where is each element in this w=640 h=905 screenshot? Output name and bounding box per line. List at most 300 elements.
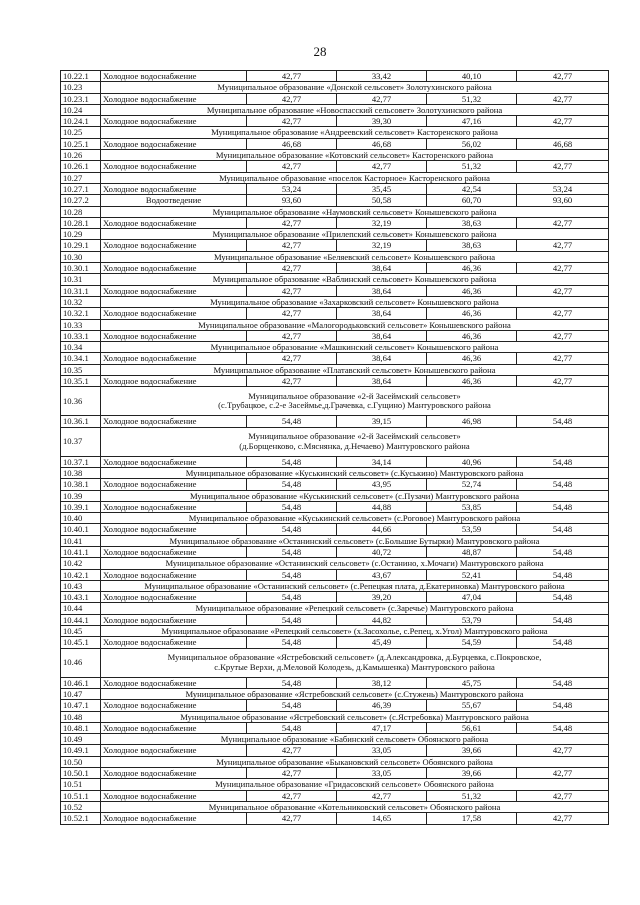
row-number: 10.27 bbox=[61, 172, 101, 183]
tariff-value: 44,66 bbox=[337, 524, 427, 535]
municipality-title bbox=[101, 82, 609, 93]
tariff-value: 54,48 bbox=[517, 501, 609, 512]
tariff-value: 45,49 bbox=[337, 637, 427, 648]
tariff-value: 39,15 bbox=[337, 416, 427, 427]
tariff-row bbox=[61, 813, 609, 824]
tariff-value: 50,58 bbox=[337, 195, 427, 206]
row-number: 10.23 bbox=[61, 82, 101, 93]
row-number: 10.50 bbox=[61, 756, 101, 767]
service-name: Холодное водоснабжение bbox=[101, 138, 247, 149]
municipality-title-line: Муниципальное образование «Малогородьковский сельсовет» Конышевского района bbox=[198, 319, 511, 330]
municipality-title bbox=[101, 342, 609, 353]
tariff-value: 38,63 bbox=[427, 217, 517, 228]
tariff-value: 54,48 bbox=[247, 501, 337, 512]
row-number: 10.38.1 bbox=[61, 479, 101, 490]
municipality-title-line: Муниципальное образование «Наумовский сельсовет» Конышевского района bbox=[212, 206, 497, 217]
municipality-row bbox=[61, 342, 609, 353]
tariff-value: 34,14 bbox=[337, 456, 427, 467]
municipality-title bbox=[101, 206, 609, 217]
municipality-row bbox=[61, 387, 609, 416]
municipality-title-line: Муниципальное образование «Котельниковский сельсовет» Обоянского района bbox=[208, 801, 501, 812]
tariff-row bbox=[61, 524, 609, 535]
municipality-row bbox=[61, 127, 609, 138]
tariff-row bbox=[61, 637, 609, 648]
row-number: 10.36.1 bbox=[61, 416, 101, 427]
row-number: 10.42.1 bbox=[61, 569, 101, 580]
municipality-title-line: с.Крутые Верхи, д.Меловой Колодезь, д.Камышенка) Мантуровского района bbox=[214, 661, 495, 672]
service-name: Холодное водоснабжение bbox=[101, 479, 247, 490]
municipality-title bbox=[101, 580, 609, 591]
municipality-title bbox=[101, 801, 609, 812]
tariff-value: 54,59 bbox=[427, 637, 517, 648]
tariff-value: 38,64 bbox=[337, 285, 427, 296]
row-number: 10.34.1 bbox=[61, 353, 101, 364]
row-number: 10.40 bbox=[61, 513, 101, 524]
tariff-value: 42,77 bbox=[247, 790, 337, 801]
municipality-row bbox=[61, 558, 609, 569]
service-name: Холодное водоснабжение bbox=[101, 308, 247, 319]
tariff-value: 54,48 bbox=[517, 479, 609, 490]
tariff-value: 54,48 bbox=[517, 592, 609, 603]
tariff-value: 42,77 bbox=[517, 285, 609, 296]
municipality-title bbox=[101, 251, 609, 262]
municipality-title-line: Муниципальное образование «Репецкий сельсовет» (х.Засохолье, с.Репец, х.Угол) Мантуровского района bbox=[161, 626, 548, 637]
tariff-value: 42,77 bbox=[247, 240, 337, 251]
row-number: 10.51 bbox=[61, 779, 101, 790]
tariff-value: 39,20 bbox=[337, 592, 427, 603]
tariff-row bbox=[61, 479, 609, 490]
municipality-title-line: (с.Трубацкое, с.2-е Засеймье,д.Грачевка, с.Гущино) Мантуровского района bbox=[218, 400, 491, 411]
municipality-title bbox=[101, 150, 609, 161]
tariff-row bbox=[61, 263, 609, 274]
municipality-title-line: Муниципальное образование «Захарковский сельсовет» Конышевского района bbox=[210, 296, 499, 307]
row-number: 10.52 bbox=[61, 801, 101, 812]
municipality-title-line: Муниципальное образование «Ястребовский сельсовет» (д.Александровка, д.Бурцевка, с.Покровское, bbox=[167, 652, 542, 663]
service-name: Холодное водоснабжение bbox=[101, 592, 247, 603]
tariff-row bbox=[61, 353, 609, 364]
tariff-value: 42,77 bbox=[247, 116, 337, 127]
row-number: 10.46.1 bbox=[61, 677, 101, 688]
municipality-row bbox=[61, 648, 609, 677]
tariff-value: 54,48 bbox=[247, 614, 337, 625]
tariff-row bbox=[61, 700, 609, 711]
row-number: 10.49 bbox=[61, 734, 101, 745]
service-name: Холодное водоснабжение bbox=[101, 546, 247, 557]
tariff-row bbox=[61, 546, 609, 557]
row-number: 10.31.1 bbox=[61, 285, 101, 296]
service-name: Холодное водоснабжение bbox=[101, 240, 247, 251]
municipality-title bbox=[101, 626, 609, 637]
tariff-value: 54,48 bbox=[247, 677, 337, 688]
tariff-value: 39,30 bbox=[337, 116, 427, 127]
tariff-value: 42,77 bbox=[247, 263, 337, 274]
municipality-row bbox=[61, 734, 609, 745]
tariff-value: 40,10 bbox=[427, 71, 517, 82]
row-number: 10.30 bbox=[61, 251, 101, 262]
municipality-title-line: Муниципальное образование «2-й Засеймский сельсовет» bbox=[248, 390, 461, 401]
municipality-row bbox=[61, 779, 609, 790]
row-number: 10.26 bbox=[61, 150, 101, 161]
tariff-value: 42,77 bbox=[517, 308, 609, 319]
municipality-row bbox=[61, 490, 609, 501]
tariff-value: 42,77 bbox=[247, 376, 337, 387]
tariff-value: 54,48 bbox=[517, 722, 609, 733]
row-number: 10.32 bbox=[61, 296, 101, 307]
municipality-title-line: Муниципальное образование «Куськинский сельсовет» (с.Куськино) Мантуровского района bbox=[185, 467, 524, 478]
tariff-value: 53,24 bbox=[517, 183, 609, 194]
tariff-value: 46,36 bbox=[427, 376, 517, 387]
row-number: 10.29.1 bbox=[61, 240, 101, 251]
service-name: Холодное водоснабжение bbox=[101, 524, 247, 535]
tariff-value: 42,77 bbox=[517, 376, 609, 387]
tariff-row bbox=[61, 456, 609, 467]
row-number: 10.51.1 bbox=[61, 790, 101, 801]
tariff-value: 54,48 bbox=[517, 700, 609, 711]
tariff-value: 53,79 bbox=[427, 614, 517, 625]
municipality-row bbox=[61, 801, 609, 812]
municipality-title bbox=[101, 229, 609, 240]
municipality-title-line: Муниципальное образование «Ваблинский сельсовет» Конышевского района bbox=[212, 274, 497, 285]
tariff-row bbox=[61, 71, 609, 82]
row-number: 10.47.1 bbox=[61, 700, 101, 711]
tariff-value: 32,19 bbox=[337, 217, 427, 228]
tariff-value: 54,48 bbox=[247, 637, 337, 648]
municipality-title bbox=[101, 603, 609, 614]
municipality-row bbox=[61, 274, 609, 285]
municipality-title bbox=[101, 688, 609, 699]
municipality-title-line: Муниципальное образование «Беляевский сельсовет» Конышевского района bbox=[213, 251, 496, 262]
tariff-value: 54,48 bbox=[517, 637, 609, 648]
municipality-title bbox=[101, 734, 609, 745]
municipality-title bbox=[101, 387, 609, 416]
tariff-value: 35,45 bbox=[337, 183, 427, 194]
tariff-value: 39,66 bbox=[427, 745, 517, 756]
municipality-title-line: Муниципальное образование «Репецкий сельсовет» (с.Заречье) Мантуровского района bbox=[195, 603, 514, 614]
row-number: 10.52.1 bbox=[61, 813, 101, 824]
service-name: Холодное водоснабжение bbox=[101, 745, 247, 756]
municipality-title-line: Муниципальное образование «Котовский сельсовет» Касторенского района bbox=[215, 150, 494, 161]
row-number: 10.32.1 bbox=[61, 308, 101, 319]
tariff-value: 42,77 bbox=[517, 116, 609, 127]
tariff-value: 51,32 bbox=[427, 161, 517, 172]
tariff-value: 54,48 bbox=[517, 456, 609, 467]
municipality-row bbox=[61, 206, 609, 217]
service-name: Холодное водоснабжение bbox=[101, 637, 247, 648]
municipality-row bbox=[61, 580, 609, 591]
row-number: 10.30.1 bbox=[61, 263, 101, 274]
tariff-value: 47,16 bbox=[427, 116, 517, 127]
tariff-value: 42,54 bbox=[427, 183, 517, 194]
tariff-value: 42,77 bbox=[517, 263, 609, 274]
row-number: 10.27.1 bbox=[61, 183, 101, 194]
row-number: 10.31 bbox=[61, 274, 101, 285]
tariff-value: 46,68 bbox=[337, 138, 427, 149]
tariff-value: 56,02 bbox=[427, 138, 517, 149]
municipality-title bbox=[101, 427, 609, 456]
municipality-title bbox=[101, 490, 609, 501]
municipality-title-line: Муниципальное образование «Прилепский сельсовет» Конышевского района bbox=[212, 229, 497, 240]
tariff-value: 38,64 bbox=[337, 376, 427, 387]
municipality-title bbox=[101, 648, 609, 677]
municipality-row bbox=[61, 688, 609, 699]
municipality-title bbox=[101, 104, 609, 115]
tariff-value: 54,48 bbox=[517, 524, 609, 535]
row-number: 10.45.1 bbox=[61, 637, 101, 648]
tariff-value: 46,36 bbox=[427, 330, 517, 341]
tariff-value: 42,77 bbox=[517, 790, 609, 801]
tariff-value: 42,77 bbox=[247, 745, 337, 756]
row-number: 10.26.1 bbox=[61, 161, 101, 172]
service-name: Холодное водоснабжение bbox=[101, 330, 247, 341]
municipality-row bbox=[61, 427, 609, 456]
tariff-value: 42,77 bbox=[517, 71, 609, 82]
tariff-value: 42,77 bbox=[247, 768, 337, 779]
tariff-value: 40,72 bbox=[337, 546, 427, 557]
tariff-value: 42,77 bbox=[247, 161, 337, 172]
tariff-value: 52,41 bbox=[427, 569, 517, 580]
municipality-row bbox=[61, 467, 609, 478]
tariff-table bbox=[60, 70, 609, 825]
tariff-value: 51,32 bbox=[427, 790, 517, 801]
page-number: 28 bbox=[313, 44, 327, 59]
tariff-row bbox=[61, 138, 609, 149]
municipality-title bbox=[101, 513, 609, 524]
tariff-row bbox=[61, 93, 609, 104]
tariff-value: 54,48 bbox=[247, 722, 337, 733]
municipality-title-line: Муниципальное образование «Ястребовский сельсовет» (с.Стужень) Мантуровского района bbox=[185, 688, 524, 699]
municipality-title-line: Муниципальное образование «Новоспасский сельсовет» Золотухинского района bbox=[206, 104, 503, 115]
row-number: 10.41 bbox=[61, 535, 101, 546]
tariff-value: 42,77 bbox=[247, 93, 337, 104]
municipality-row bbox=[61, 711, 609, 722]
row-number: 10.23.1 bbox=[61, 93, 101, 104]
row-number: 10.50.1 bbox=[61, 768, 101, 779]
row-number: 10.28 bbox=[61, 206, 101, 217]
row-number: 10.37.1 bbox=[61, 456, 101, 467]
municipality-title bbox=[101, 296, 609, 307]
tariff-value: 54,48 bbox=[517, 569, 609, 580]
tariff-value: 44,82 bbox=[337, 614, 427, 625]
tariff-value: 54,48 bbox=[517, 546, 609, 557]
municipality-title bbox=[101, 364, 609, 375]
tariff-value: 44,88 bbox=[337, 501, 427, 512]
service-name: Холодное водоснабжение bbox=[101, 217, 247, 228]
service-name: Холодное водоснабжение bbox=[101, 71, 247, 82]
tariff-value: 38,64 bbox=[337, 353, 427, 364]
tariff-row bbox=[61, 416, 609, 427]
row-number: 10.25 bbox=[61, 127, 101, 138]
municipality-title-line: Муниципальное образование «Ястребовский сельсовет» (с.Ястребовка) Мантуровского района bbox=[180, 711, 529, 722]
municipality-title-line: Муниципальное образование «Останинский сельсовет» (с.Останино, х.Мочаги) Мантуровского района bbox=[165, 558, 544, 569]
service-name: Холодное водоснабжение bbox=[101, 677, 247, 688]
municipality-title-line: Муниципальное образование «Останинский сельсовет» (с.Большие Бутырки) Мантуровского района bbox=[169, 535, 540, 546]
row-number: 10.33 bbox=[61, 319, 101, 330]
service-name: Холодное водоснабжение bbox=[101, 614, 247, 625]
row-number: 10.35 bbox=[61, 364, 101, 375]
municipality-title bbox=[101, 779, 609, 790]
tariff-value: 17,58 bbox=[427, 813, 517, 824]
tariff-row bbox=[61, 790, 609, 801]
service-name: Холодное водоснабжение bbox=[101, 285, 247, 296]
municipality-title-line: Муниципальное образование «Куськинский сельсовет» (с.Пузачи) Мантуровского района bbox=[189, 490, 520, 501]
row-number: 10.43 bbox=[61, 580, 101, 591]
municipality-title bbox=[101, 711, 609, 722]
tariff-value: 55,67 bbox=[427, 700, 517, 711]
tariff-value: 42,77 bbox=[247, 308, 337, 319]
tariff-value: 42,77 bbox=[517, 161, 609, 172]
tariff-value: 48,87 bbox=[427, 546, 517, 557]
tariff-value: 42,77 bbox=[247, 353, 337, 364]
row-number: 10.35.1 bbox=[61, 376, 101, 387]
row-number: 10.44.1 bbox=[61, 614, 101, 625]
tariff-value: 38,64 bbox=[337, 263, 427, 274]
row-number: 10.28.1 bbox=[61, 217, 101, 228]
tariff-row bbox=[61, 217, 609, 228]
tariff-value: 93,60 bbox=[247, 195, 337, 206]
municipality-title-line: Муниципальное образование «Гридасовский сельсовет» Обоянского района bbox=[215, 779, 494, 790]
municipality-title bbox=[101, 319, 609, 330]
tariff-row bbox=[61, 116, 609, 127]
tariff-value: 47,17 bbox=[337, 722, 427, 733]
tariff-value: 46,98 bbox=[427, 416, 517, 427]
municipality-row bbox=[61, 513, 609, 524]
municipality-title bbox=[101, 535, 609, 546]
row-number: 10.36 bbox=[61, 387, 101, 416]
tariff-row bbox=[61, 183, 609, 194]
tariff-value: 42,77 bbox=[247, 813, 337, 824]
tariff-value: 38,12 bbox=[337, 677, 427, 688]
tariff-value: 32,19 bbox=[337, 240, 427, 251]
tariff-row bbox=[61, 677, 609, 688]
municipality-row bbox=[61, 603, 609, 614]
tariff-row bbox=[61, 722, 609, 733]
row-number: 10.24.1 bbox=[61, 116, 101, 127]
municipality-title-line: Муниципальное образование «Останинский сельсовет» (с.Репецкая плата, д.Екатериновка) Мантуровского района bbox=[144, 580, 565, 591]
municipality-row bbox=[61, 364, 609, 375]
row-number: 10.48.1 bbox=[61, 722, 101, 733]
service-name: Водоотведение bbox=[101, 195, 247, 206]
row-number: 10.22.1 bbox=[61, 71, 101, 82]
tariff-value: 38,63 bbox=[427, 240, 517, 251]
municipality-title-line: Муниципальное образование «Быкановский сельсовет» Обоянского района bbox=[216, 756, 493, 767]
row-number: 10.39.1 bbox=[61, 501, 101, 512]
municipality-title bbox=[101, 127, 609, 138]
tariff-value: 33,42 bbox=[337, 71, 427, 82]
municipality-row bbox=[61, 319, 609, 330]
row-number: 10.29 bbox=[61, 229, 101, 240]
service-name: Холодное водоснабжение bbox=[101, 263, 247, 274]
municipality-row bbox=[61, 535, 609, 546]
tariff-value: 56,61 bbox=[427, 722, 517, 733]
service-name: Холодное водоснабжение bbox=[101, 813, 247, 824]
municipality-row bbox=[61, 296, 609, 307]
municipality-row bbox=[61, 756, 609, 767]
municipality-title bbox=[101, 274, 609, 285]
tariff-value: 42,77 bbox=[517, 768, 609, 779]
tariff-row bbox=[61, 285, 609, 296]
service-name: Холодное водоснабжение bbox=[101, 456, 247, 467]
tariff-value: 33,05 bbox=[337, 768, 427, 779]
municipality-title-line: (д.Борщенково, с.Мяснянка, д.Нечаево) Мантуровского района bbox=[239, 440, 470, 451]
municipality-row bbox=[61, 229, 609, 240]
tariff-value: 40,96 bbox=[427, 456, 517, 467]
tariff-value: 42,77 bbox=[337, 790, 427, 801]
service-name: Холодное водоснабжение bbox=[101, 722, 247, 733]
tariff-value: 46,36 bbox=[427, 308, 517, 319]
tariff-row bbox=[61, 501, 609, 512]
tariff-value: 60,70 bbox=[427, 195, 517, 206]
tariff-row bbox=[61, 768, 609, 779]
tariff-row bbox=[61, 376, 609, 387]
row-number: 10.44 bbox=[61, 603, 101, 614]
tariff-row bbox=[61, 569, 609, 580]
tariff-value: 46,36 bbox=[427, 263, 517, 274]
municipality-row bbox=[61, 251, 609, 262]
municipality-title bbox=[101, 558, 609, 569]
service-name: Холодное водоснабжение bbox=[101, 116, 247, 127]
row-number: 10.27.2 bbox=[61, 195, 101, 206]
row-number: 10.41.1 bbox=[61, 546, 101, 557]
municipality-title-line: Муниципальное образование «2-й Засеймский сельсовет» bbox=[248, 431, 461, 442]
service-name: Холодное водоснабжение bbox=[101, 93, 247, 104]
tariff-value: 54,48 bbox=[247, 546, 337, 557]
service-name: Холодное водоснабжение bbox=[101, 768, 247, 779]
tariff-value: 54,48 bbox=[517, 416, 609, 427]
municipality-title bbox=[101, 467, 609, 478]
municipality-title bbox=[101, 756, 609, 767]
service-name: Холодное водоснабжение bbox=[101, 376, 247, 387]
tariff-value: 46,68 bbox=[247, 138, 337, 149]
tariff-table-body bbox=[61, 71, 609, 825]
row-number: 10.40.1 bbox=[61, 524, 101, 535]
tariff-value: 14,65 bbox=[337, 813, 427, 824]
municipality-title-line: Муниципальное образование «Машкинский сельсовет» Конышевского района bbox=[210, 342, 499, 353]
row-number: 10.49.1 bbox=[61, 745, 101, 756]
row-number: 10.48 bbox=[61, 711, 101, 722]
tariff-value: 52,74 bbox=[427, 479, 517, 490]
tariff-row bbox=[61, 745, 609, 756]
tariff-value: 42,77 bbox=[247, 71, 337, 82]
tariff-value: 42,77 bbox=[247, 285, 337, 296]
tariff-row bbox=[61, 161, 609, 172]
tariff-row bbox=[61, 240, 609, 251]
row-number: 10.38 bbox=[61, 467, 101, 478]
tariff-value: 42,77 bbox=[247, 330, 337, 341]
tariff-value: 46,68 bbox=[517, 138, 609, 149]
row-number: 10.42 bbox=[61, 558, 101, 569]
tariff-value: 42,77 bbox=[517, 745, 609, 756]
municipality-title bbox=[101, 172, 609, 183]
tariff-value: 38,64 bbox=[337, 330, 427, 341]
service-name: Холодное водоснабжение bbox=[101, 353, 247, 364]
municipality-row bbox=[61, 104, 609, 115]
tariff-value: 42,77 bbox=[517, 353, 609, 364]
row-number: 10.24 bbox=[61, 104, 101, 115]
service-name: Холодное водоснабжение bbox=[101, 416, 247, 427]
tariff-value: 53,24 bbox=[247, 183, 337, 194]
municipality-title-line: Муниципальное образование «Бабинский сельсовет» Обоянского района bbox=[220, 734, 489, 745]
row-number: 10.45 bbox=[61, 626, 101, 637]
row-number: 10.25.1 bbox=[61, 138, 101, 149]
tariff-value: 54,48 bbox=[517, 677, 609, 688]
service-name: Холодное водоснабжение bbox=[101, 790, 247, 801]
tariff-value: 42,77 bbox=[247, 217, 337, 228]
tariff-value: 45,75 bbox=[427, 677, 517, 688]
tariff-value: 42,77 bbox=[517, 217, 609, 228]
tariff-value: 54,48 bbox=[247, 524, 337, 535]
tariff-value: 43,67 bbox=[337, 569, 427, 580]
tariff-value: 42,77 bbox=[517, 330, 609, 341]
